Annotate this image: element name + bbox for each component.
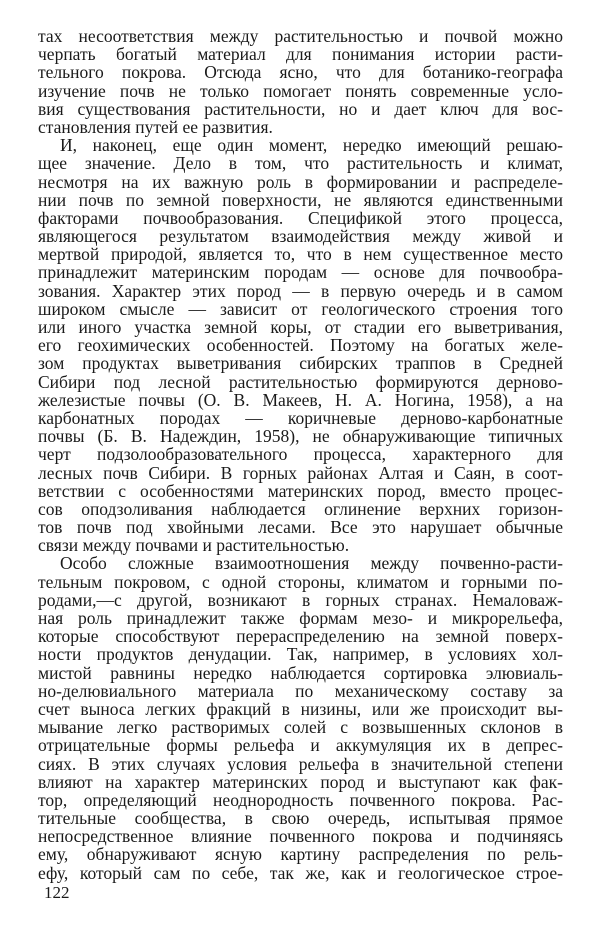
text-line: Особо сложные взаимоотношения между почвенно-расти- [60, 553, 563, 574]
text-line: становления путей ее развития. [38, 116, 273, 137]
text-line: тов почв под хвойными лесами. Все это нарушает обычные [38, 517, 563, 538]
text-line: железистые почвы (О. В. Макеев, Н. А. Ногина, 1958), а на [38, 389, 563, 410]
text-line: ефу, который сам по себе, так же, как и геологическое строе- [38, 862, 563, 883]
text-line: зования. Характер этих пород — в первую очередь и в самом [38, 280, 563, 301]
text-line: принадлежит материнским породам — основе для почвообра- [38, 262, 563, 283]
text-line: тельным покровом, с одной стороны, климатом и горными по- [38, 571, 563, 592]
page-body [38, 27, 563, 882]
text-line: связи между почвами и растительностью. [38, 535, 350, 556]
text-line: ему, обнаруживают ясную картину распределения по рель- [38, 844, 563, 865]
text-line: сов оподзоливания наблюдается оглинение верхних горизон- [38, 498, 563, 519]
text-line: сиях. В этих случаях условия рельефа в значительной степени [38, 753, 563, 774]
text-line: И, наконец, еще один момент, нередко имеющий решаю- [60, 135, 563, 156]
text-line: счет выноса легких фракций в низины, или же происходит вы- [38, 698, 563, 719]
text-line: зом продуктах выветривания сибирских траппов в Средней [38, 353, 563, 374]
text-line: тельного покрова. Отсюда ясно, что для ботанико-географа [38, 62, 563, 83]
page-number: 122 [44, 883, 70, 902]
text-line: влияют на характер материнских пород и выступают как фак- [38, 771, 563, 792]
text-line: его геохимических особенностей. Поэтому на богатых желе- [38, 335, 563, 356]
text-line: карбонатных породах — коричневые дерново-карбонатные [38, 407, 563, 428]
text-line: мистой равнины нередко наблюдается сортировка элювиаль- [38, 662, 563, 683]
text-line: тах несоответствия между растительностью и почвой можно [38, 26, 563, 46]
text-line: которые способствуют перераспределению на земной поверх- [38, 626, 563, 647]
text-line: широком смысле — зависит от геологического строения того [38, 298, 563, 319]
text-line: щее значение. Дело в том, что растительность и климат, [38, 153, 563, 174]
text-line: изучение почв не только помогает понять современные усло- [38, 80, 563, 101]
text-line: Сибири под лесной растительностью формируются дерново- [38, 371, 563, 392]
text-line: несмотря на их важную роль в формировании и распределе- [38, 171, 563, 192]
text-line: почвы (Б. В. Надеждин, 1958), не обнаруживающие типичных [38, 426, 563, 447]
text-line: или иного участка земной коры, от стадии его выветривания, [38, 317, 563, 337]
text-line: родами,—с другой, возникают в горных странах. Немаловаж- [38, 589, 563, 610]
text-line: вия существования растительности, но и дает ключ для вос- [38, 98, 563, 119]
text-line: ности продуктов денудации. Так, например, в условиях хол- [38, 644, 563, 665]
text-line: отрицательные формы рельефа и аккумуляция их в депрес- [38, 735, 563, 756]
text-line: ная роль принадлежит также формам мезо- и микрорельефа, [38, 608, 563, 628]
text-line: черт подзолообразовательного процесса, характерного для [38, 444, 563, 465]
text-line: нии почв по земной поверхности, не являются единственными [38, 189, 563, 210]
text-line: мывание легко растворимых солей с возвышенных склонов в [38, 717, 563, 738]
text-line: лесных почв Сибири. В горных районах Алтая и Саян, в соот- [38, 462, 563, 483]
text-line: тительные сообщества, в свою очередь, испытывая прямое [38, 808, 563, 829]
text-line: черпать богатый материал для понимания истории расти- [38, 44, 563, 65]
text-line: тор, определяющий неоднородность почвенного покрова. Рас- [38, 789, 563, 810]
text-line: являющегося результатом взаимодействия между живой и [38, 226, 563, 247]
text-line: но-делювиального материала по механическому составу за [38, 680, 563, 701]
text-line: мертвой природой, является то, что в нем существенное место [38, 244, 563, 265]
text-line: непосредственное влияние почвенного покрова и подчиняясь [38, 826, 563, 847]
text-line: факторами почвообразования. Спецификой этого процесса, [38, 207, 563, 228]
text-line: ветствии с особенностями материнских пород, вместо процес- [38, 480, 563, 501]
